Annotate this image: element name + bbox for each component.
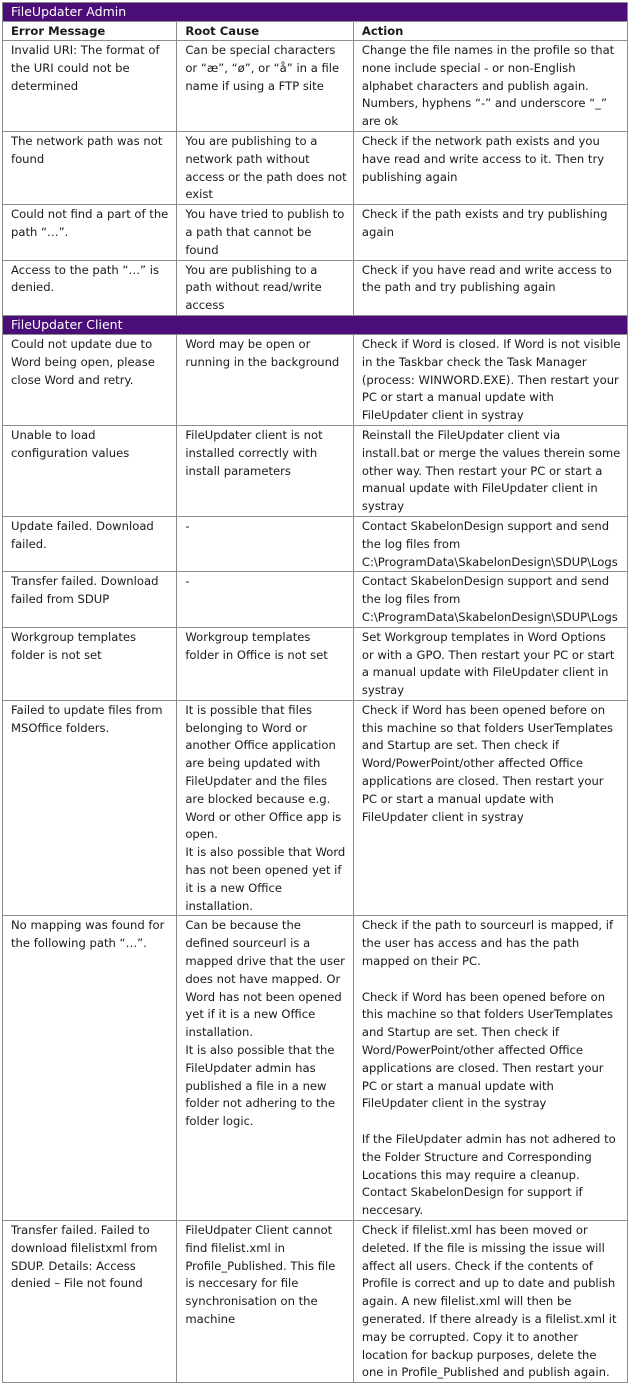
action-cell: Check if filelist.xml has been moved or deleted. If the file is missing the issue will affect all users. Check if the contents of Profile is correct and up to date and publish again. A new filelist.xml will then be generated. If there already is a filelist.xml it may be corrupted. Copy it to another location for backup purposes, delete the one in Profile_Published and publish again. bbox=[353, 1221, 627, 1383]
action-cell: Check if you have read and write access to the path and try publishing again bbox=[353, 260, 627, 315]
table-row bbox=[3, 260, 628, 315]
error-table bbox=[2, 2, 628, 1383]
action-cell: Change the file names in the profile so that none include special - or non-English alphabet characters and publish again. Numbers, hyphens “-” and underscore “_” are ok bbox=[353, 41, 627, 132]
root-cause-cell: FileUpdater client is not installed correctly with install parameters bbox=[177, 425, 354, 516]
error-message-cell: The network path was not found bbox=[3, 131, 177, 204]
error-message-cell: Could not update due to Word being open, please close Word and retry. bbox=[3, 334, 177, 425]
root-cause-cell: FileUdpater Client cannot find filelist.xml in Profile_Published. This file is neccesary for file synchronisation on the machine bbox=[177, 1221, 354, 1383]
section-header-client bbox=[3, 315, 628, 334]
section-header-admin bbox=[3, 3, 628, 22]
column-header-error-message: Error Message bbox=[3, 22, 177, 41]
table-row bbox=[3, 205, 628, 260]
error-message-cell: Transfer failed. Failed to download filelistxml from SDUP. Details: Access denied – File not found bbox=[3, 1221, 177, 1383]
error-message-cell: Unable to load configuration values bbox=[3, 425, 177, 516]
root-cause-cell: Can be because the defined sourceurl is a mapped drive that the user does not have mapped. Or Word has not been opened yet if it is a new Office installation. It is also possible that the FileUpdater admin has published a file in a new folder not adhering to the folder logic. bbox=[177, 916, 354, 1221]
error-message-cell: Could not find a part of the path “…”. bbox=[3, 205, 177, 260]
error-message-cell: No mapping was found for the following path “…”. bbox=[3, 916, 177, 1221]
root-cause-cell: Workgroup templates folder in Office is not set bbox=[177, 627, 354, 700]
table-row bbox=[3, 516, 628, 571]
error-message-cell: Workgroup templates folder is not set bbox=[3, 627, 177, 700]
table-row bbox=[3, 1221, 628, 1383]
table-row bbox=[3, 627, 628, 700]
action-cell: Contact SkabelonDesign support and send the log files from C:\ProgramData\SkabelonDesign\SDUP\Logs bbox=[353, 516, 627, 571]
column-header-action: Action bbox=[353, 22, 627, 41]
action-cell: Set Workgroup templates in Word Options or with a GPO. Then restart your PC or start a manual update with FileUpdater client in systray bbox=[353, 627, 627, 700]
action-cell: Check if the network path exists and you have read and write access to it. Then try publishing again bbox=[353, 131, 627, 204]
table-row bbox=[3, 425, 628, 516]
root-cause-cell: Can be special characters or “æ”, “ø”, or “å” in a file name if using a FTP site bbox=[177, 41, 354, 132]
table-row bbox=[3, 131, 628, 204]
action-cell: Contact SkabelonDesign support and send the log files from C:\ProgramData\SkabelonDesign\SDUP\Logs bbox=[353, 572, 627, 627]
root-cause-cell: It is possible that files belonging to Word or another Office application are being updated with FileUpdater and the files are blocked because e.g. Word or other Office app is open. It is also possible that Word has not been opened yet if it is a new Office installation. bbox=[177, 700, 354, 916]
table-row bbox=[3, 334, 628, 425]
action-cell: Check if the path exists and try publishing again bbox=[353, 205, 627, 260]
column-header-root-cause: Root Cause bbox=[177, 22, 354, 41]
column-header-row bbox=[3, 22, 628, 41]
table-row bbox=[3, 916, 628, 1221]
error-message-cell: Transfer failed. Download failed from SDUP bbox=[3, 572, 177, 627]
root-cause-cell: - bbox=[177, 516, 354, 571]
action-cell: Reinstall the FileUpdater client via install.bat or merge the values therein some other way. Then restart your PC or start a manual update with FileUpdater client in systray bbox=[353, 425, 627, 516]
section-title: FileUpdater Client bbox=[3, 315, 628, 334]
root-cause-cell: You have tried to publish to a path that cannot be found bbox=[177, 205, 354, 260]
action-cell: Check if the path to sourceurl is mapped, if the user has access and has the path mapped on their PC. Check if Word has been opened before on this machine so that folders UserTemplates and Startup are set. Then check if Word/PowerPoint/other affected Office applications are closed. Then restart your PC or start a manual update with FileUpdater client in the systray If the FileUpdater admin has not adhered to the Folder Structure and Corresponding Locations this may require a cleanup. Contact SkabelonDesign for support if neccesary. bbox=[353, 916, 627, 1221]
section-title: FileUpdater Admin bbox=[3, 3, 628, 22]
root-cause-cell: - bbox=[177, 572, 354, 627]
table-row bbox=[3, 41, 628, 132]
error-message-cell: Invalid URI: The format of the URI could not be determined bbox=[3, 41, 177, 132]
root-cause-cell: You are publishing to a path without read/write access bbox=[177, 260, 354, 315]
table-row bbox=[3, 700, 628, 916]
action-cell: Check if Word has been opened before on this machine so that folders UserTemplates and Startup are set. Then check if Word/PowerPoint/other affected Office applications are closed. Then restart your PC or start a manual update with FileUpdater client in systray bbox=[353, 700, 627, 916]
table-row bbox=[3, 572, 628, 627]
root-cause-cell: You are publishing to a network path without access or the path does not exist bbox=[177, 131, 354, 204]
error-message-cell: Access to the path “…” is denied. bbox=[3, 260, 177, 315]
action-cell: Check if Word is closed. If Word is not visible in the Taskbar check the Task Manager (process: WINWORD.EXE). Then restart your PC or start a manual update with FileUpdater client in systray bbox=[353, 334, 627, 425]
error-message-cell: Failed to update files from MSOffice folders. bbox=[3, 700, 177, 916]
error-message-cell: Update failed. Download failed. bbox=[3, 516, 177, 571]
root-cause-cell: Word may be open or running in the background bbox=[177, 334, 354, 425]
